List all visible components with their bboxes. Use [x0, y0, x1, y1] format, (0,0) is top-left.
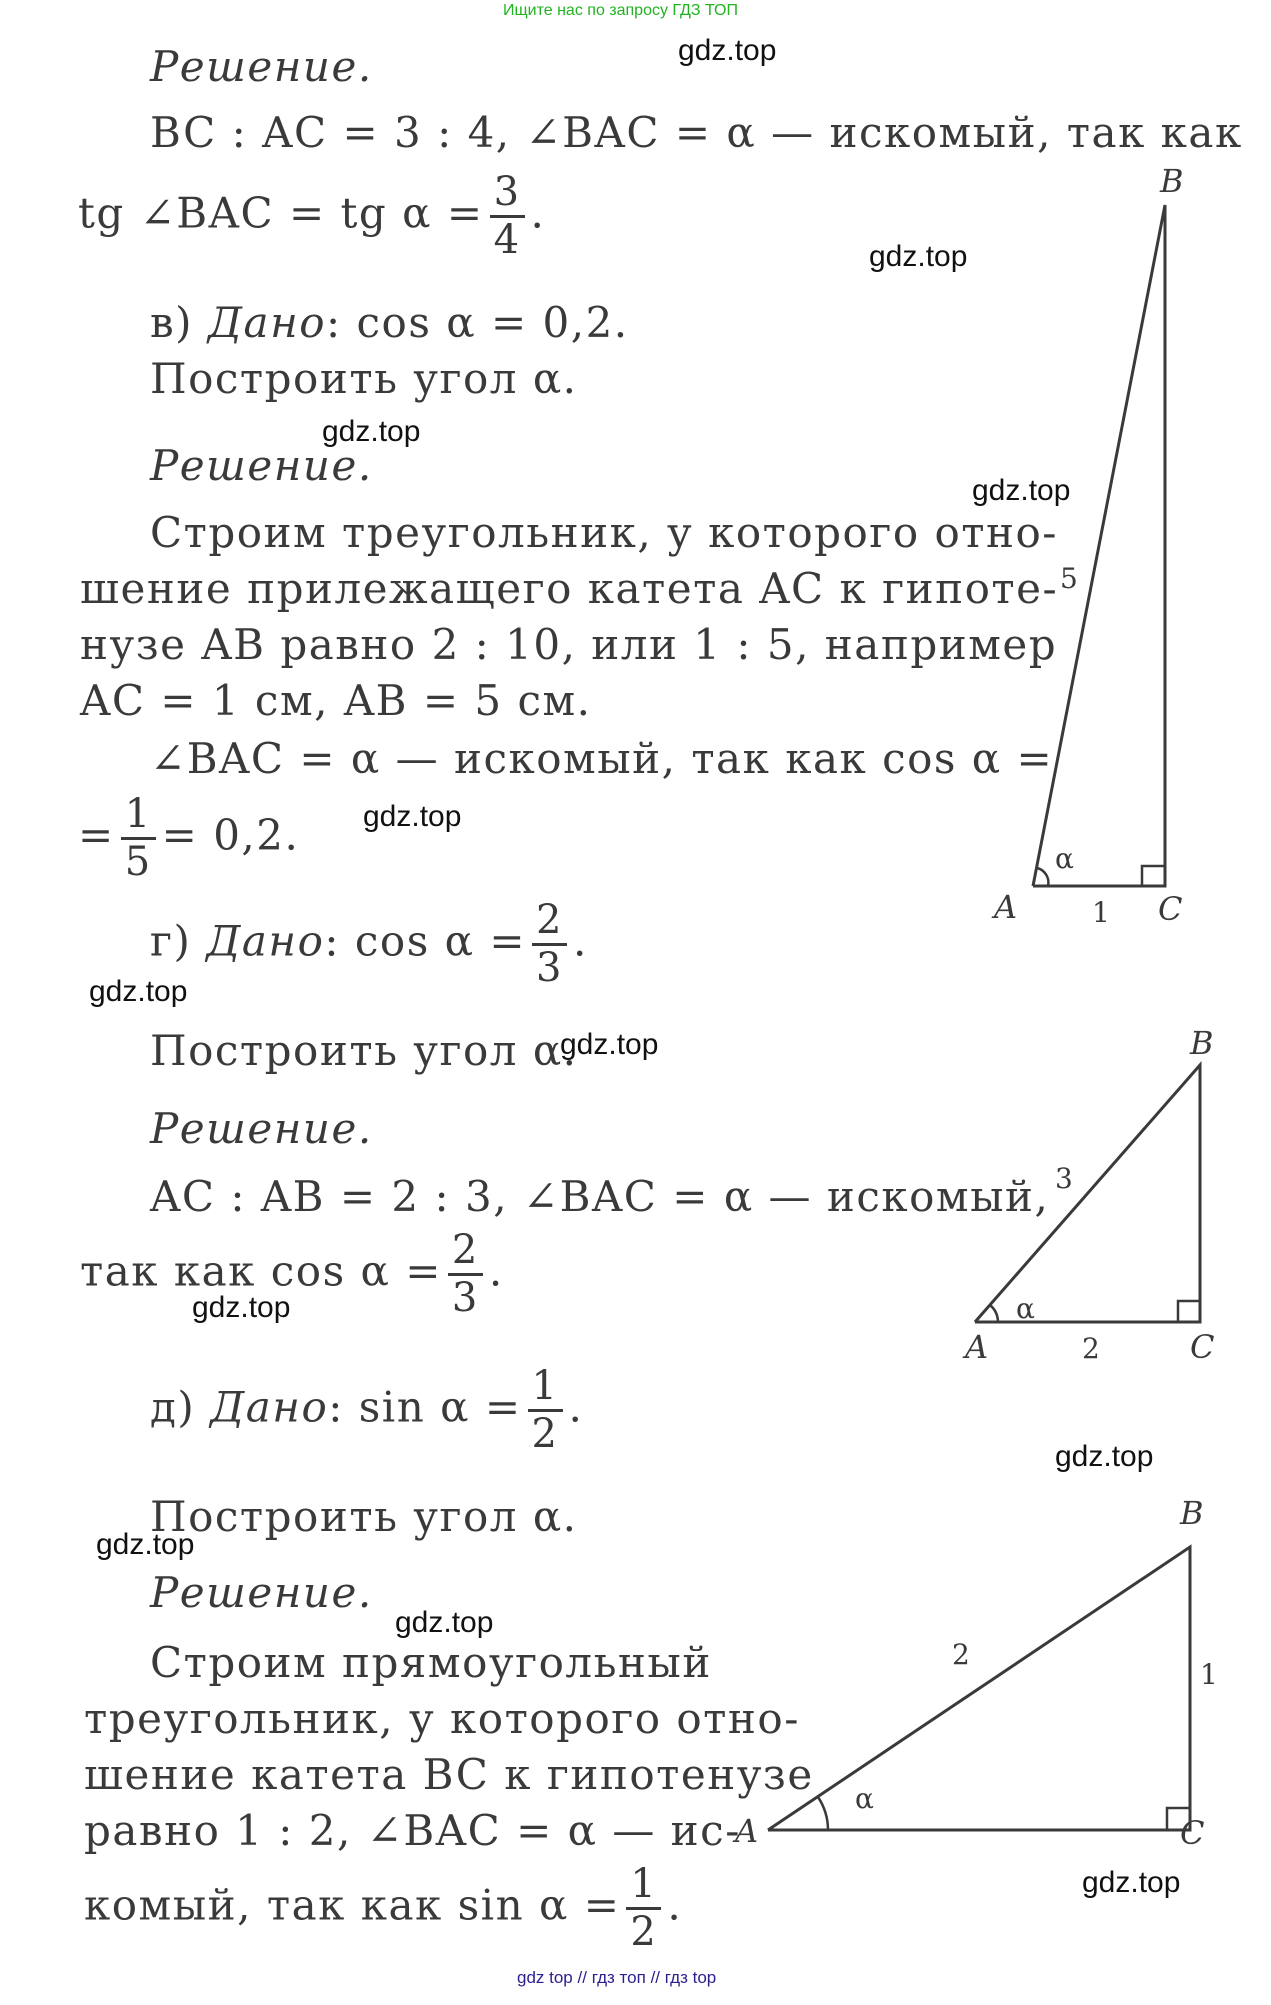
part-d-text-1: Строим прямоугольный [150, 1638, 712, 1687]
eq-prefix: = [78, 810, 115, 860]
vertex-a-label-2: A [965, 1328, 989, 1366]
fraction-denominator: 4 [493, 216, 521, 263]
fraction-denominator: 3 [451, 1274, 479, 1321]
part-v-text-2: шение прилежащего катета AC к гипоте- [80, 564, 1059, 613]
part-b-line2-suffix: . [530, 188, 546, 238]
part-b-line2-prefix: tg ∠BAC = tg α = [78, 188, 484, 238]
right-angle-mark-1 [1142, 866, 1165, 886]
side-ab-label-1: 5 [1060, 562, 1078, 595]
given-word: Дано [207, 298, 327, 347]
side-ab-label-3: 2 [952, 1638, 970, 1671]
vertex-a-label-3: A [735, 1812, 759, 1850]
part-v-conclusion: ∠BAC = α — искомый, так как cos α = [150, 734, 1054, 783]
fraction-denominator: 5 [124, 838, 152, 885]
footer-link-3[interactable]: гдз top [664, 1968, 717, 1987]
part-g-line1: AC : AB = 2 : 3, ∠BAC = α — искомый, [150, 1172, 1050, 1221]
vertex-b-label-1: B [1160, 162, 1184, 200]
right-angle-mark-2 [1178, 1301, 1200, 1322]
solution-heading-d: Решение. [150, 1568, 373, 1617]
footer-link-2[interactable]: гдз топ [591, 1968, 646, 1987]
angle-arc-1 [1037, 868, 1048, 886]
watermark: gdz.top [1055, 1440, 1154, 1473]
fraction-denominator: 2 [630, 1908, 658, 1955]
vertex-b-label-2: B [1190, 1024, 1214, 1062]
part-d-task: Построить угол α. [150, 1492, 578, 1541]
angle-label-3: α [855, 1782, 874, 1815]
given-suffix: . [572, 916, 588, 966]
triangle-2-sides [975, 1065, 1200, 1322]
given-word: Дано [206, 916, 325, 966]
eq-suffix: = 0,2. [161, 810, 300, 860]
given-expression: : cos α = 0,2. [326, 298, 629, 347]
fraction-numerator: 1 [121, 792, 156, 840]
angle-label-1: α [1055, 842, 1074, 875]
vertex-b-label-3: B [1180, 1494, 1204, 1532]
watermark: gdz.top [1082, 1866, 1181, 1899]
part-b-line1: BC : AC = 3 : 4, ∠BAC = α — искомый, так как [150, 108, 1243, 157]
part-g-line2-suffix: . [488, 1246, 504, 1296]
side-bc-label-3: 1 [1200, 1658, 1218, 1691]
solution-heading-v: Решение. [150, 441, 373, 490]
solution-heading-g: Решение. [150, 1104, 373, 1153]
part-v-text-4: AC = 1 см, AB = 5 см. [80, 676, 592, 725]
side-ac-label-1: 1 [1092, 896, 1110, 929]
given-expression: : sin α = [328, 1382, 522, 1432]
footer-separator: // [650, 1968, 661, 1987]
watermark: gdz.top [363, 800, 462, 833]
search-hint-link[interactable]: Ищите нас по запросу ГДЗ ТОП [503, 2, 738, 19]
part-d-text-3: шение катета BC к гипотенузе [84, 1750, 814, 1799]
watermark: gdz.top [678, 34, 777, 67]
given-suffix: . [568, 1382, 584, 1432]
part-d-last-suffix: . [667, 1880, 683, 1930]
item-label-g: г) [150, 916, 192, 966]
fraction-numerator: 1 [528, 1364, 563, 1412]
watermark: gdz.top [96, 1528, 195, 1561]
part-d-text-4: равно 1 : 2, ∠BAC = α — ис- [84, 1806, 741, 1855]
side-ab-label-2: 3 [1055, 1162, 1073, 1195]
fraction-numerator: 2 [448, 1228, 483, 1276]
triangle-figure-2 [975, 1065, 1200, 1322]
watermark: gdz.top [869, 240, 968, 273]
vertex-a-label-1: A [994, 888, 1018, 926]
fraction-denominator: 2 [531, 1410, 559, 1457]
item-label-d: д) [150, 1382, 196, 1432]
vertex-c-label-1: C [1158, 890, 1183, 928]
watermark: gdz.top [192, 1291, 291, 1324]
fraction-denominator: 3 [536, 944, 563, 991]
watermark: gdz.top [322, 415, 421, 448]
watermark: gdz.top [972, 474, 1071, 507]
part-g-line2-prefix: так как cos α = [80, 1246, 442, 1296]
footer-links [517, 1968, 716, 1988]
vertex-c-label-2: C [1190, 1328, 1215, 1366]
triangle-figure-3 [768, 1547, 1190, 1830]
given-expression: : cos α = [324, 916, 527, 966]
part-d-text-2: треугольник, у которого отно- [84, 1694, 800, 1743]
angle-arc-3 [818, 1797, 828, 1830]
part-g-task: Построить угол α. [150, 1026, 578, 1075]
watermark: gdz.top [89, 975, 188, 1008]
part-d-last-prefix: комый, так как sin α = [84, 1880, 621, 1930]
fraction-numerator: 1 [626, 1862, 661, 1910]
triangle-figure-1 [1033, 205, 1165, 886]
angle-label-2: α [1016, 1292, 1035, 1325]
part-v-text-1: Строим треугольник, у которого отно- [150, 508, 1058, 557]
watermark: gdz.top [560, 1028, 659, 1061]
triangle-1-sides [1033, 205, 1165, 886]
angle-arc-2 [990, 1305, 998, 1322]
item-label-v: в) [150, 298, 194, 347]
solution-heading-b: Решение. [150, 42, 373, 91]
triangle-3-sides [768, 1547, 1190, 1830]
part-v-task: Построить угол α. [150, 354, 578, 403]
part-v-text-3: нузе AB равно 2 : 10, или 1 : 5, например [80, 620, 1058, 669]
given-word: Дано [210, 1382, 329, 1432]
side-ac-label-2: 2 [1082, 1332, 1100, 1365]
footer-separator: // [577, 1968, 587, 1987]
watermark: gdz.top [395, 1606, 494, 1639]
vertex-c-label-3: C [1180, 1814, 1205, 1852]
footer-link-1[interactable]: gdz top [517, 1968, 573, 1987]
fraction-numerator: 3 [490, 170, 525, 218]
fraction-numerator: 2 [532, 898, 567, 946]
